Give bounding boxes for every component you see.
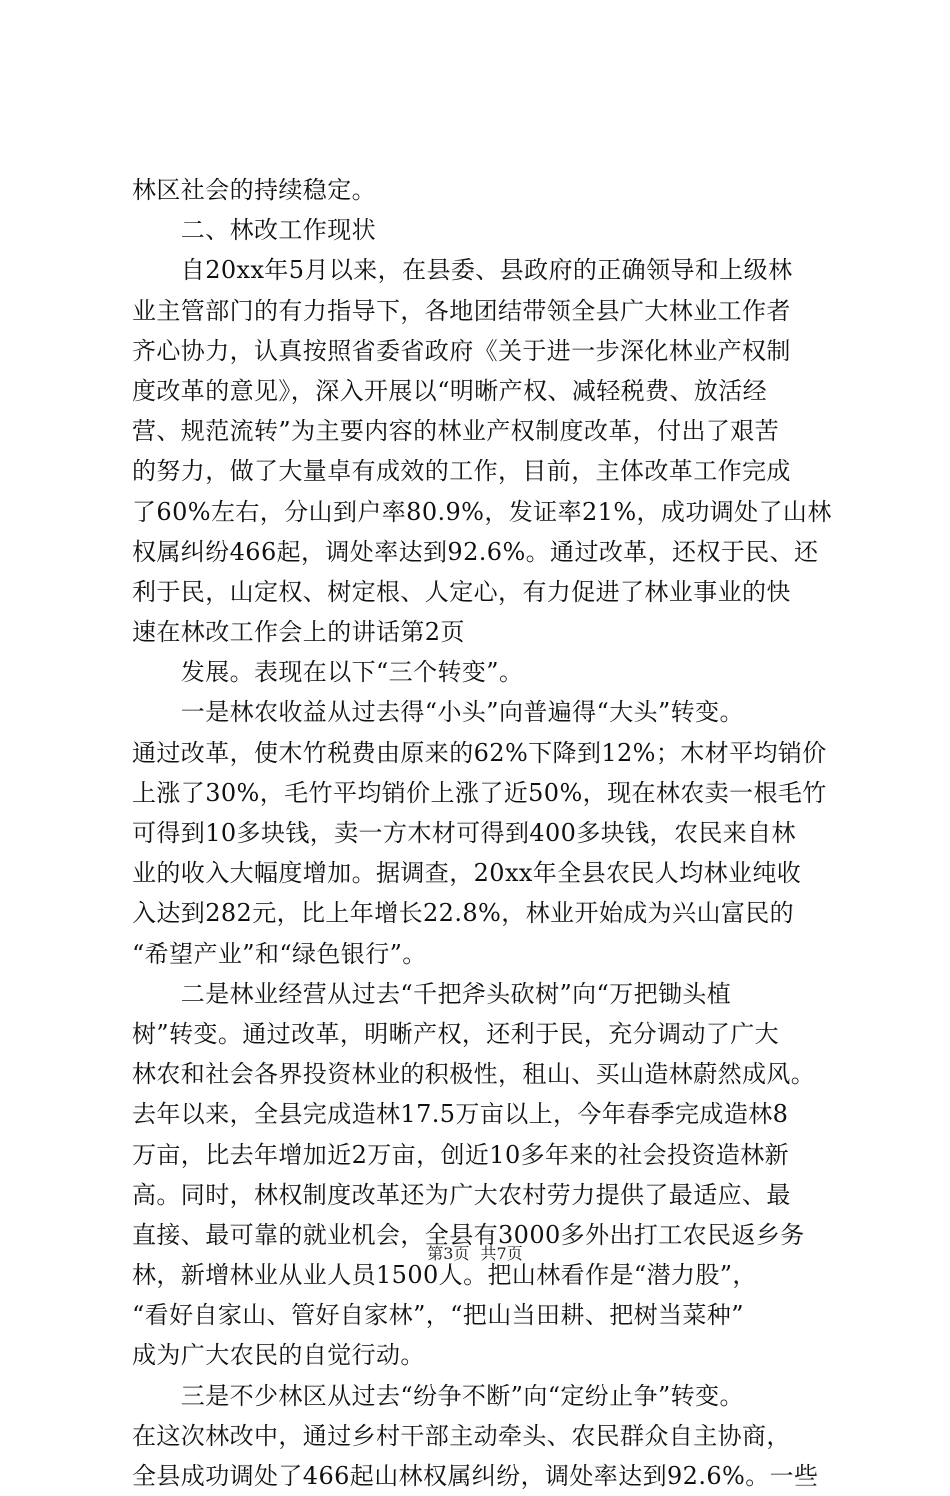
text-line: 全县成功调处了466起山林权属纠纷，调处率达到92.6%。一些 — [132, 1462, 819, 1490]
text-line: 林区社会的持续稳定。 — [132, 176, 376, 204]
text-line: 在这次林改中，通过乡村干部主动牵头、农民群众自主协商， — [132, 1421, 791, 1450]
text-line: 二是林业经营从过去“千把斧头砍树”向“万把锄头植 — [132, 979, 732, 1008]
text-line: 齐心协力，认真按照省委省政府《关于进一步深化林业产权制 — [132, 336, 791, 365]
text-line: 上涨了30%，毛竹平均销价上涨了近50%，现在林农卖一根毛竹 — [132, 778, 827, 807]
text-line: 营、规范流转”为主要内容的林业产权制度改革，付出了艰苦 — [132, 417, 780, 446]
text-line: 权属纠纷466起，调处率达到92.6%。通过改革，还权于民、还 — [132, 537, 819, 566]
text-line: 三是不少林区从过去“纷争不断”向“定纷止争”转变。 — [132, 1381, 744, 1410]
text-line: 入达到282元，比上年增长22.8%，林业开始成为兴山富民的 — [132, 899, 795, 928]
body-text — [132, 170, 832, 1496]
page-total: 共7页 — [480, 1244, 523, 1263]
text-line: 可得到10多块钱，卖一方木材可得到400多块钱，农民来自林 — [132, 819, 796, 847]
text-line: 直接、最可靠的就业机会，全县有3000多外出打工农民返乡务 — [132, 1220, 805, 1249]
text-line: 高。同时，林权制度改革还为广大农村劳力提供了最适应、最 — [132, 1180, 791, 1209]
text-line: 去年以来，全县完成造林17.5万亩以上，今年春季完成造林8 — [132, 1100, 789, 1129]
text-line: “看好自家山、管好自家林”，“把山当田耕、把树当菜种” — [132, 1301, 744, 1330]
text-line: 成为广大农民的自觉行动。 — [132, 1341, 425, 1370]
text-line: 林农和社会各界投资林业的积极性，租山、买山造林蔚然成风。 — [132, 1060, 816, 1089]
text-line: 发展。表现在以下“三个转变”。 — [132, 658, 524, 687]
text-line: 自20xx年5月以来，在县委、县政府的正确领导和上级林 — [132, 256, 793, 285]
text-line: 业主管部门的有力指导下，各地团结带领全县广大林业工作者 — [132, 296, 791, 325]
page-number: 第3页 — [427, 1244, 470, 1263]
text-line: 林，新增林业从业人员1500人。把山林看作是“潜力股”， — [132, 1261, 757, 1290]
text-line: 了60%左右，分山到户率80.9%，发证率21%，成功调处了山林 — [132, 497, 832, 526]
text-line: 度改革的意见》，深入开展以“明晰产权、减轻税费、放活经 — [132, 376, 768, 405]
text-line: 万亩，比去年增加近2万亩，创近10多年来的社会投资造林新 — [132, 1140, 790, 1169]
text-line: 利于民，山定权、树定根、人定心，有力促进了林业事业的快 — [132, 577, 791, 606]
section-heading: 二、林改工作现状 — [132, 216, 376, 245]
text-line: 速在林改工作会上的讲话第2页 — [132, 618, 465, 647]
text-line: 一是林农收益从过去得“小头”向普遍得“大头”转变。 — [132, 698, 744, 727]
text-line: 树”转变。通过改革，明晰产权，还利于民，充分调动了广大 — [132, 1019, 780, 1048]
text-line: 的努力，做了大量卓有成效的工作，目前，主体改革工作完成 — [132, 457, 791, 486]
page-footer — [0, 1244, 950, 1264]
text-line: 业的收入大幅度增加。据调查，20xx年全县农民人均林业纯收 — [132, 859, 802, 888]
text-line: 通过改革，使木竹税费由原来的62%下降到12%；木材平均销价 — [132, 738, 827, 767]
text-line: “希望产业”和“绿色银行”。 — [132, 939, 427, 968]
